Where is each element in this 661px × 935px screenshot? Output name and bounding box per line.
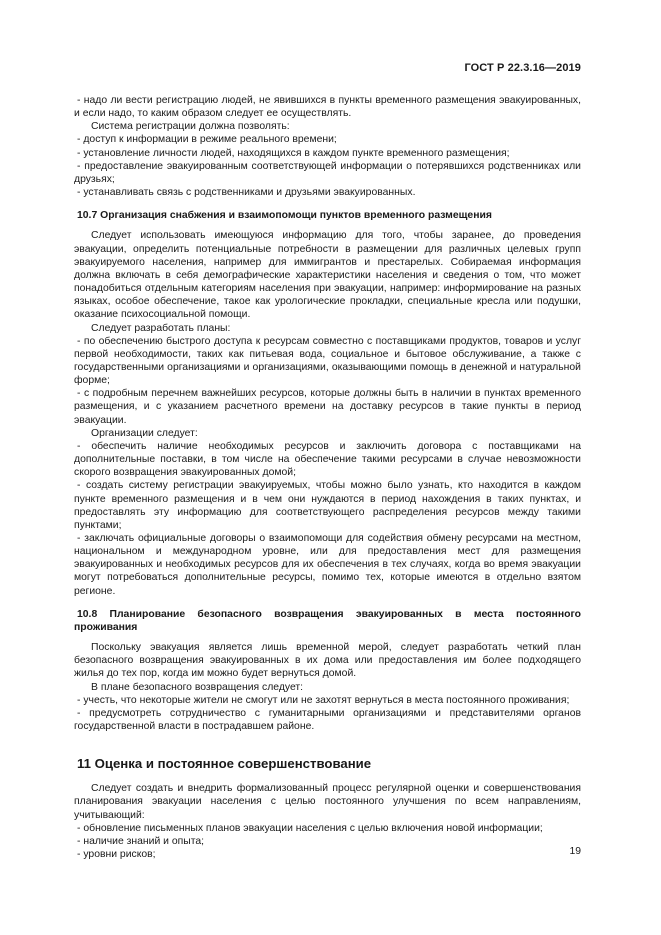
list-item: - по обеспечению быстрого доступа к ресурсам совместно с поставщиками продуктов, товаров и услуг первой необходимости, таких как питьевая вода, социальное и бытовое обслуживание, а также с государственными организациями и организациями, оказывающими помощь в денежной и натуральной форме; bbox=[74, 335, 581, 387]
standard-designation: ГОСТ Р 22.3.16—2019 bbox=[464, 62, 581, 74]
list-item: - предоставление эвакуированным соответствующей информации о потерявшихся родственниках или друзьях; bbox=[74, 160, 581, 185]
paragraph: Следует разработать планы: bbox=[91, 322, 231, 334]
list-item: - установление личности людей, находящихся в каждом пункте временного размещения; bbox=[77, 147, 510, 159]
list-item: - наличие знаний и опыта; bbox=[77, 835, 205, 847]
list-item: - обновление письменных планов эвакуации населения с целью включения новой информации; bbox=[77, 822, 543, 834]
list-item: - уровни рисков; bbox=[77, 848, 156, 860]
list-item: - устанавливать связь с родственниками и друзьями эвакуированных. bbox=[77, 187, 416, 199]
paragraph: Система регистрации должна позволять: bbox=[91, 121, 290, 133]
paragraph: В плане безопасного возвращения следует: bbox=[91, 681, 304, 693]
paragraph: Следует создать и внедрить формализованный процесс регулярной оценки и совершенствования планирования эвакуации населения с целью постоянного улучшения по всем направлениям, учитывающий: bbox=[74, 783, 581, 821]
paragraph: Организации следует: bbox=[91, 427, 198, 439]
list-item: - обеспечить наличие необходимых ресурсов и заключить договора с поставщиками на дополнительные поставки, в том числе на обеспечение такими ресурсами в случае невозможности скорого возвращения эвакуированных домой; bbox=[74, 440, 581, 479]
paragraph: Следует использовать имеющуюся информацию для того, чтобы заранее, до проведения эвакуации, определить потенциальные потребности в размещении для различных целевых групп эвакуируемого населения, например для иммигрантов и престарелых. Собираемая информация должна включать в себя демографические характеристики населения и сведения о том, что может понадобиться отдельным категориям населения при эвакуации, например: информирование на разных языках, особое обеспечение, такое как урологические прокладки, специальные кресла или подушки, оказание психосоциальной помощи. bbox=[74, 230, 581, 321]
list-item: - создать систему регистрации эвакуируемых, чтобы можно было узнать, кто находится в каждом пункте временного размещения и в чем они нуждаются в период нахождения в таких пунктах, и предоставлять эту информацию для соответствующего распределения ресурсов между такими пунктами; bbox=[74, 480, 581, 531]
list-item: - надо ли вести регистрацию людей, не явившихся в пункты временного размещения эвакуированных, и если надо, то каким образом следует ее осуществлять. bbox=[74, 95, 581, 120]
list-item: - доступ к информации в режиме реального времени; bbox=[77, 134, 337, 146]
page-number: 19 bbox=[569, 846, 581, 857]
list-item: - с подробным перечнем важнейших ресурсов, которые должны быть в наличии в пунктах временного размещения, и с указанием расчетного времени на доставку ресурсов в такие пункты в период эвакуации. bbox=[74, 388, 581, 426]
section-heading: 10.7 Организация снабжения и взаимопомощи пунктов временного размещения bbox=[77, 210, 492, 222]
chapter-heading: 11 Оценка и постоянное совершенствование bbox=[77, 756, 372, 772]
list-item: - предусмотреть сотрудничество с гуманитарными организациями и представителями органов государственной власти в пострадавшем районе. bbox=[74, 707, 581, 733]
page-body bbox=[74, 94, 581, 861]
list-item: - заключать официальные договоры о взаимопомощи для содействия обмену ресурсами на местном, национальном и международном уровне, или для предоставления мест для размещения эвакуированных и необходимых ресурсов для их обеспечения в тех случаях, когда во время эвакуации могут потребоваться дополнительные ресурсы, помимо тех, которые имеются в отдельно взятом регионе. bbox=[74, 533, 581, 597]
list-item: - учесть, что некоторые жители не смогут или не захотят вернуться в места постоянного проживания; bbox=[77, 694, 570, 706]
paragraph: Поскольку эвакуация является лишь временной мерой, следует разработать четкий план безопасного возвращения эвакуированных в их дома или предоставления им более подходящего жилья до тех пор, когда им можно будет вернуться домой. bbox=[74, 642, 581, 680]
section-heading: 10.8 Планирование безопасного возвращения эвакуированных в места постоянного проживания bbox=[74, 608, 581, 633]
